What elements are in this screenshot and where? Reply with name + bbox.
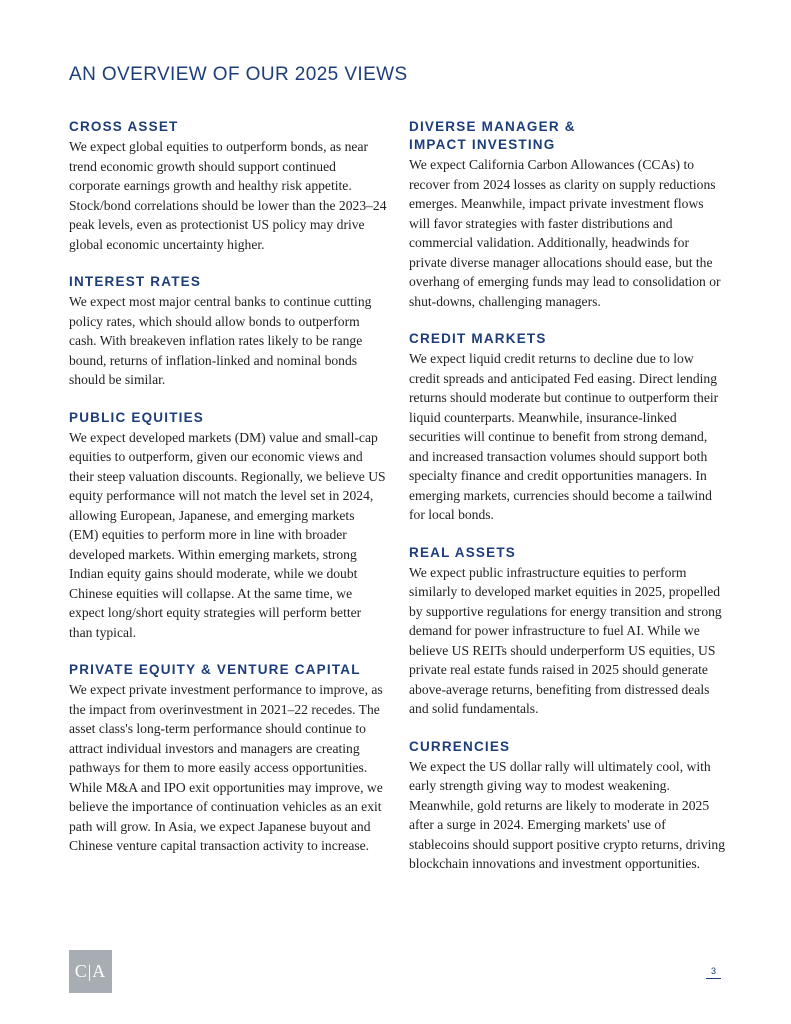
- section-cross-asset: [69, 118, 387, 254]
- section-body: We expect private investment performance to improve, as the impact from overinvestment in 2021–22 recedes. The asset class's long-term performance should continue to attract individual investors and managers are creating pathways for them to more easily access opportunities. While M&A and IPO exit opportunities may improve, we believe the importance of continuation vehicles as an exit path will grow. In Asia, we expect Japanese buyout and Chinese venture capital transaction activity to increase.: [69, 682, 383, 853]
- section-heading: DIVERSE MANAGER & IMPACT INVESTING: [409, 119, 576, 152]
- section-body: We expect the US dollar rally will ultimately cool, with early strength giving way to modest weakening. Meanwhile, gold returns are likely to moderate in 2025 after a surge in 2024. Emerging markets' use of stablecoins should support positive crypto returns, driving blockchain innovations and investment opportunities.: [409, 758, 726, 871]
- section-body: We expect most major central banks to continue cutting policy rates, which should allow bonds to outperform cash. With breakeven inflation rates likely to be range bound, returns of inflation-linked and nominal bonds should be similar.: [69, 294, 372, 387]
- company-logo: [69, 950, 112, 993]
- section-credit-markets: [409, 330, 725, 525]
- section-heading: REAL ASSETS: [409, 544, 516, 560]
- section-body: We expect developed markets (DM) value and small-cap equities to outperform, given our economic views and their steep valuation discounts. Regionally, we believe US equity performance will not match the level set in 2024, allowing European, Japanese, and emerging markets (EM) equities to perform more in line with broader developed markets. Within emerging markets, strong Indian equity gains should moderate, while we doubt Chinese equities will collapse. At the same time, we expect long/short equity strategies will perform better than typical.: [69, 429, 386, 640]
- section-public-equities: [69, 409, 387, 643]
- section-currencies: [409, 738, 725, 874]
- section-body: We expect liquid credit returns to decline due to low credit spreads and anticipated Fed easing. Direct lending returns should moderate but continue to outperform their liquid counterparts. Meanwhile, insurance-linked securities will continue to benefit from strong demand, and increased transaction volumes should support both specialty finance and credit opportunities managers. In emerging markets, currencies should become a tailwind for local bonds.: [409, 351, 719, 522]
- left-column: [69, 118, 387, 875]
- section-interest-rates: [69, 273, 387, 390]
- logo-mark: C|A: [74, 961, 107, 981]
- section-body: We expect public infrastructure equities to perform similarly to developed market equities in 2025, propelled by supportive regulations for energy transition and strong demand for power infrastructure to fuel AI. While we believe US REITs should underperform US equities, US private real estate funds raised in 2025 should generate above-average returns, benefiting from distressed deals and solid fundamentals.: [409, 564, 722, 716]
- section-heading: PUBLIC EQUITIES: [69, 409, 205, 425]
- section-body: We expect California Carbon Allowances (CCAs) to recover from 2024 losses as clarity on supply reductions emerges. Meanwhile, impact private investment flows will favor strategies with faster distributions and commercial validation. Additionally, headwinds for private diverse manager allocations should ease, but the overhang of emerging funds may lead to consolidation or shut-downs, challenging managers.: [409, 157, 721, 309]
- section-heading: CROSS ASSET: [69, 119, 179, 134]
- section-private-equity-venture-capital: [69, 661, 387, 856]
- section-heading: CURRENCIES: [409, 738, 511, 754]
- page-title: AN OVERVIEW OF OUR 2025 VIEWS: [69, 64, 408, 85]
- section-heading: PRIVATE EQUITY & VENTURE CAPITAL: [69, 662, 361, 677]
- section-body: We expect global equities to outperform bonds, as near trend economic growth should support continued corporate earnings growth and healthy risk appetite. Stock/bond correlations should be lower than the 2023–24 peak levels, even as protectionist US policy may drive global economic uncertainty higher.: [69, 139, 387, 252]
- section-heading: INTEREST RATES: [69, 274, 202, 289]
- right-column: [409, 118, 725, 893]
- page-number: 3: [706, 966, 721, 979]
- section-real-assets: [409, 544, 725, 719]
- section-heading: CREDIT MARKETS: [409, 331, 547, 346]
- section-diverse-manager-impact-investing: [409, 118, 725, 311]
